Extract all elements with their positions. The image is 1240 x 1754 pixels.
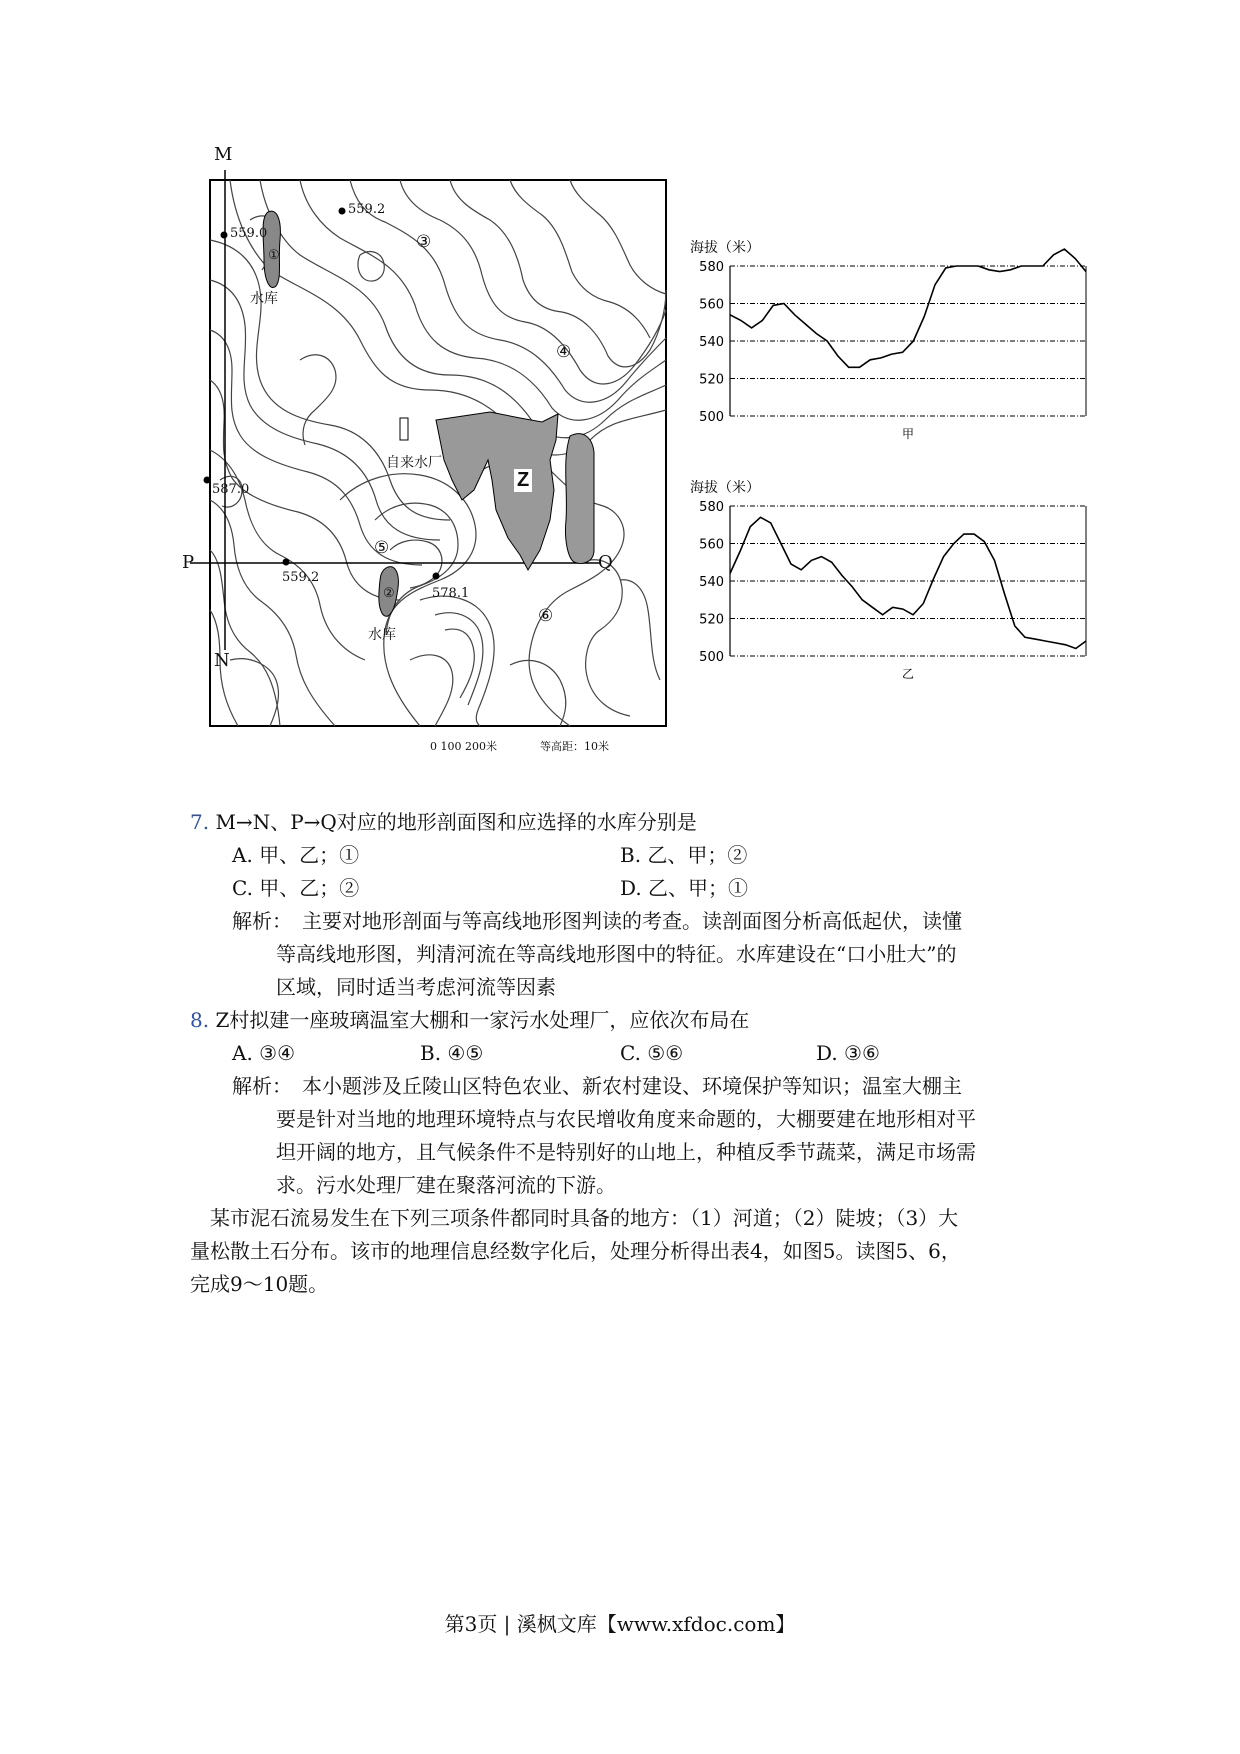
site-marker-4: ④ — [556, 342, 572, 362]
site-marker-1: ① — [268, 248, 280, 263]
site-marker-3: ③ — [416, 232, 432, 252]
option-c: C. ⑤⑥ — [620, 1041, 684, 1065]
spot-height: 559.2 — [282, 570, 320, 585]
analysis-text: 区域，同时适当考虑河流等因素 — [276, 975, 556, 999]
x-axis-label: 乙 — [901, 667, 915, 681]
spot-height: 578.1 — [432, 586, 470, 601]
intro-paragraph-line: 某市泥石流易发生在下列三项条件都同时具备的地方：（1）河道；（2）陡坡；（3）大 — [210, 1206, 959, 1230]
site-marker-6: ⑥ — [538, 606, 554, 626]
page-footer: 第3页 | 溪枫文库【www.xfdoc.com】 — [444, 1612, 796, 1636]
analysis-text: 坦开阔的地方，且气候条件不是特别好的山地上，种植反季节蔬菜，满足市场需 — [276, 1140, 976, 1164]
reservoir-label: 水库 — [368, 627, 396, 643]
intro-paragraph-line: 量松散土石分布。该市的地理信息经数字化后，处理分析得出表4，如图5。读图5、6， — [190, 1239, 961, 1263]
spot-height: 559.0 — [230, 226, 268, 241]
y-tick-label: 580 — [699, 500, 724, 515]
profile-chart-yi — [686, 476, 1116, 686]
y-tick-label: 540 — [699, 575, 724, 590]
waterworks-label: 自来水厂 — [386, 455, 442, 471]
y-tick-label: 500 — [699, 410, 724, 425]
option-d: D. 乙、甲；① — [620, 876, 749, 900]
y-axis-label: 海拔（米） — [690, 480, 760, 496]
village-z-label: Z — [514, 469, 532, 492]
analysis-text: 等高线地形图，判清河流在等高线地形图中的特征。水库建设在“口小肚大”的 — [276, 942, 957, 966]
question-text: M→N、P→Q对应的地形剖面图和应选择的水库分别是 — [215, 810, 697, 834]
option-b: B. 乙、甲；② — [620, 843, 748, 867]
option-b: B. ④⑤ — [420, 1041, 484, 1065]
profile-line — [730, 517, 1086, 648]
contour-interval: 等高距：10米 — [540, 740, 609, 753]
map-scale: 0 100 200米 — [430, 740, 497, 753]
analysis-text: 要是针对当地的地理环境特点与农民增收角度来命题的，大棚要建在地形相对平 — [276, 1107, 976, 1131]
profile-chart-jia — [686, 236, 1116, 446]
analysis-text: 求。污水处理厂建在聚落河流的下游。 — [276, 1173, 616, 1197]
y-tick-label: 540 — [699, 335, 724, 350]
profile-chart-jia-svg — [686, 236, 1116, 446]
analysis-text: 解析： 本小题涉及丘陵山区特色农业、新农村建设、环境保护等知识；温室大棚主 — [232, 1074, 962, 1098]
y-tick-label: 520 — [699, 612, 724, 628]
option-a: A. ③④ — [232, 1041, 296, 1065]
profile-chart-yi-svg — [686, 476, 1116, 686]
map-label-q: Q — [598, 552, 613, 573]
spot-height: 587.0 — [212, 482, 250, 497]
option-a: A. 甲、乙；① — [232, 843, 360, 867]
site-marker-5: ⑤ — [374, 538, 390, 558]
x-axis-label: 甲 — [901, 427, 915, 441]
question-8-stem — [190, 1004, 749, 1037]
spot-height: 559.2 — [348, 202, 386, 217]
map-label-n: N — [214, 650, 230, 671]
analysis-text: 解析： 主要对地形剖面与等高线地形图判读的考查。读剖面图分析高低起伏，读懂 — [232, 909, 962, 933]
question-number: 8. — [190, 1008, 210, 1032]
question-7-stem — [190, 806, 697, 839]
map-label-m: M — [214, 144, 233, 165]
y-axis-label: 海拔（米） — [690, 240, 760, 256]
option-d: D. ③⑥ — [816, 1041, 880, 1065]
y-tick-label: 520 — [699, 372, 724, 388]
profile-line — [730, 249, 1086, 367]
y-tick-label: 560 — [699, 297, 724, 313]
option-c: C. 甲、乙；② — [232, 876, 360, 900]
intro-paragraph-line: 完成9～10题。 — [190, 1272, 329, 1296]
y-tick-label: 500 — [699, 650, 724, 665]
y-tick-label: 560 — [699, 537, 724, 553]
site-marker-2: ② — [383, 586, 395, 601]
map-label-p: P — [182, 552, 195, 573]
topographic-map — [182, 144, 690, 760]
reservoir-label: 水库 — [250, 291, 278, 307]
question-text: Z村拟建一座玻璃温室大棚和一家污水处理厂，应依次布局在 — [215, 1008, 750, 1032]
question-number: 7. — [190, 810, 210, 834]
y-tick-label: 580 — [699, 260, 724, 275]
